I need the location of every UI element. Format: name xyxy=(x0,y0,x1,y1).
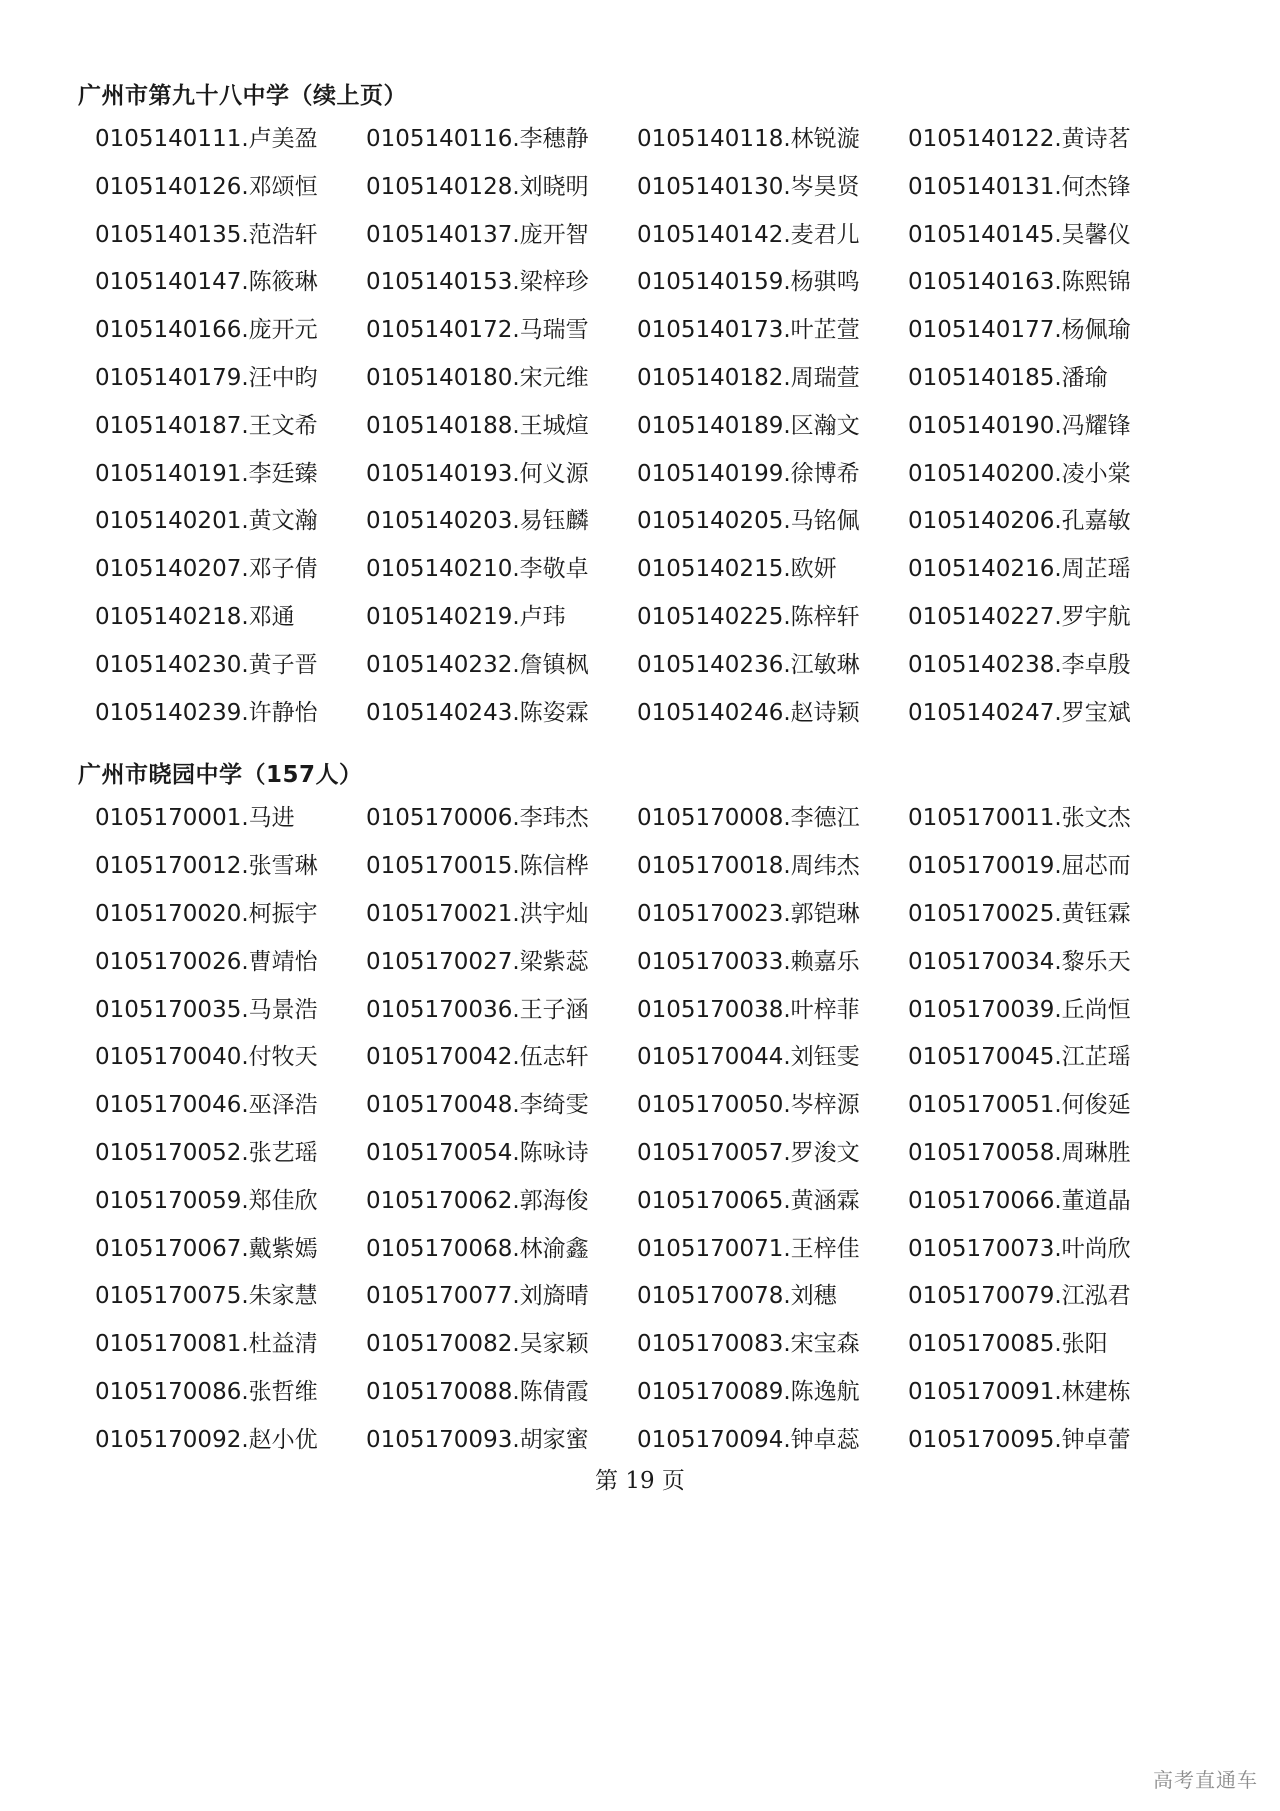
student-entry: 0105170073.叶尚欣 xyxy=(908,1235,1131,1262)
student-entry: 0105140111.卢美盈 xyxy=(95,126,318,152)
student-entry: 0105170067.戴紫嫣 xyxy=(95,1235,318,1262)
student-entry: 0105140142.麦君儿 xyxy=(637,221,860,248)
student-entry: 0105140193.何义源 xyxy=(366,460,589,487)
student-entry: 0105170015.陈信桦 xyxy=(366,853,589,880)
student-entry: 0105170093.胡家蜜 xyxy=(366,1426,589,1453)
student-entry: 0105140187.王文希 xyxy=(95,412,318,439)
student-entry: 0105170046.巫泽浩 xyxy=(95,1092,318,1119)
student-entry: 0105170038.叶梓菲 xyxy=(637,996,860,1023)
student-entry: 0105170027.梁紫蕊 xyxy=(366,948,589,975)
student-entry: 0105140153.梁梓珍 xyxy=(366,269,589,296)
student-entry: 0105140215.欧妍 xyxy=(637,556,837,583)
student-entry: 0105140206.孔嘉敏 xyxy=(908,508,1131,535)
student-entry: 0105170085.张阳 xyxy=(908,1331,1108,1358)
student-entry: 0105140210.李敬卓 xyxy=(366,556,589,583)
student-entry: 0105140236.江敏琳 xyxy=(637,651,860,678)
watermark: 高考直通车 xyxy=(1153,1768,1258,1792)
student-entry: 0105170086.张哲维 xyxy=(95,1378,318,1405)
student-entry: 0105140116.李穗静 xyxy=(366,126,589,152)
student-entry: 0105140238.李卓殷 xyxy=(908,651,1131,678)
student-entry: 0105140199.徐博希 xyxy=(637,460,860,487)
student-entry: 0105140191.李廷臻 xyxy=(95,460,318,487)
student-entry: 0105170095.钟卓蕾 xyxy=(908,1426,1131,1453)
student-entry: 0105170012.张雪琳 xyxy=(95,853,318,880)
student-entry: 0105140173.叶芷萱 xyxy=(637,317,860,344)
section-title: 广州市第九十八中学（续上页） xyxy=(78,83,407,109)
student-entry: 0105140182.周瑞萱 xyxy=(637,364,860,391)
student-entry: 0105170019.屈芯而 xyxy=(908,853,1131,880)
student-entry: 0105140135.范浩轩 xyxy=(95,221,318,248)
student-entry: 0105170077.刘旖晴 xyxy=(366,1283,589,1310)
student-entry: 0105140185.潘瑜 xyxy=(908,364,1108,391)
student-entry: 0105170006.李玮杰 xyxy=(366,805,589,832)
student-entry: 0105170051.何俊延 xyxy=(908,1092,1131,1119)
student-entry: 0105170020.柯振宇 xyxy=(95,900,318,927)
student-entry: 0105170079.江泓君 xyxy=(908,1283,1131,1310)
student-entry: 0105170058.周琳胜 xyxy=(908,1139,1131,1166)
student-entry: 0105140218.邓通 xyxy=(95,603,295,630)
student-entry: 0105170094.钟卓蕊 xyxy=(637,1426,860,1453)
student-entry: 0105170023.郭铠琳 xyxy=(637,900,860,927)
student-entry: 0105140126.邓颂恒 xyxy=(95,173,318,200)
student-entry: 0105170040.付牧天 xyxy=(95,1044,318,1071)
student-entry: 0105170081.杜益清 xyxy=(95,1331,318,1358)
student-entry: 0105140207.邓子倩 xyxy=(95,556,318,583)
student-entry: 0105140118.林锐漩 xyxy=(637,126,860,152)
student-entry: 0105140227.罗宇航 xyxy=(908,603,1131,630)
student-entry: 0105170011.张文杰 xyxy=(908,805,1131,832)
student-entry: 0105170062.郭海俊 xyxy=(366,1187,589,1214)
student-entry: 0105140189.区瀚文 xyxy=(637,412,860,439)
document-page xyxy=(78,76,1138,1465)
student-entry: 0105140230.黄子晋 xyxy=(95,651,318,678)
student-entry: 0105170075.朱家慧 xyxy=(95,1283,318,1310)
student-entry: 0105140219.卢玮 xyxy=(366,603,566,630)
student-entry: 0105170048.李绮雯 xyxy=(366,1092,589,1119)
student-entry: 0105140147.陈筱琳 xyxy=(95,269,318,296)
student-entry: 0105140225.陈梓轩 xyxy=(637,603,860,630)
student-entry: 0105140163.陈熙锦 xyxy=(908,269,1131,296)
student-entry: 0105140137.庞开智 xyxy=(366,221,589,248)
student-entry: 0105140203.易钰麟 xyxy=(366,508,589,535)
student-entry: 0105170042.伍志轩 xyxy=(366,1044,589,1071)
student-entry: 0105140247.罗宝斌 xyxy=(908,699,1131,726)
student-entry: 0105170089.陈逸航 xyxy=(637,1378,860,1405)
student-entry: 0105140145.吴馨仪 xyxy=(908,221,1131,248)
student-entry: 0105170092.赵小优 xyxy=(95,1426,318,1453)
student-entry: 0105170008.李德江 xyxy=(637,805,860,832)
student-entry: 0105140130.岑昊贤 xyxy=(637,173,860,200)
section-title: 广州市晓园中学（157人） xyxy=(78,762,363,789)
student-entry: 0105170088.陈倩霞 xyxy=(366,1378,589,1405)
student-entry: 0105140243.陈姿霖 xyxy=(366,699,589,726)
student-entry: 0105140246.赵诗颖 xyxy=(637,699,860,726)
student-entry: 0105140131.何杰锋 xyxy=(908,173,1131,200)
student-entry: 0105170018.周纬杰 xyxy=(637,853,860,880)
student-entry: 0105140179.汪中昀 xyxy=(95,364,318,391)
student-entry: 0105140122.黄诗茗 xyxy=(908,126,1131,152)
student-entry: 0105140180.宋元维 xyxy=(366,364,589,391)
student-entry: 0105170026.曹靖怡 xyxy=(95,948,318,975)
student-entry: 0105140239.许静怡 xyxy=(95,699,318,726)
student-entry: 0105140166.庞开元 xyxy=(95,317,318,344)
student-entry: 0105170035.马景浩 xyxy=(95,996,318,1023)
student-entry: 0105140205.马铭佩 xyxy=(637,508,860,535)
student-entry: 0105140172.马瑞雪 xyxy=(366,317,589,344)
student-entry: 0105170045.江芷瑶 xyxy=(908,1044,1131,1071)
student-entry: 0105170083.宋宝森 xyxy=(637,1331,860,1358)
student-entry: 0105140200.凌小棠 xyxy=(908,460,1131,487)
student-entry: 0105140188.王城煊 xyxy=(366,412,589,439)
student-entry: 0105170034.黎乐天 xyxy=(908,948,1131,975)
student-entry: 0105170050.岑梓源 xyxy=(637,1092,860,1119)
student-entry: 0105170065.黄涵霖 xyxy=(637,1187,860,1214)
page-number: 第 19 页 xyxy=(595,1468,685,1494)
student-entry: 0105170091.林建栋 xyxy=(908,1378,1131,1405)
student-entry: 0105170078.刘穗 xyxy=(637,1283,837,1310)
student-entry: 0105170068.林渝鑫 xyxy=(366,1235,589,1262)
student-entry: 0105170025.黄钰霖 xyxy=(908,900,1131,927)
student-entry: 0105170036.王子涵 xyxy=(366,996,589,1023)
student-entry: 0105140190.冯耀锋 xyxy=(908,412,1131,439)
student-entry: 0105170082.吴家颖 xyxy=(366,1331,589,1358)
student-entry: 0105170044.刘钰雯 xyxy=(637,1044,860,1071)
student-entry: 0105170071.王梓佳 xyxy=(637,1235,860,1262)
student-entry: 0105170039.丘尚恒 xyxy=(908,996,1131,1023)
student-entry: 0105170066.董道晶 xyxy=(908,1187,1131,1214)
student-entry: 0105170001.马进 xyxy=(95,805,295,832)
student-list-grid xyxy=(95,795,1138,1464)
student-entry: 0105170059.郑佳欣 xyxy=(95,1187,318,1214)
student-list-grid xyxy=(95,116,1138,737)
student-entry: 0105170054.陈咏诗 xyxy=(366,1139,589,1166)
student-entry: 0105140216.周芷瑶 xyxy=(908,556,1131,583)
student-entry: 0105140128.刘晓明 xyxy=(366,173,589,200)
student-entry: 0105140159.杨骐鸣 xyxy=(637,269,860,296)
student-entry: 0105170057.罗浚文 xyxy=(637,1139,860,1166)
student-entry: 0105140201.黄文瀚 xyxy=(95,508,318,535)
student-entry: 0105170052.张艺瑶 xyxy=(95,1139,318,1166)
student-entry: 0105170021.洪宇灿 xyxy=(366,900,589,927)
student-entry: 0105140232.詹镇枫 xyxy=(366,651,589,678)
student-entry: 0105140177.杨佩瑜 xyxy=(908,317,1131,344)
student-entry: 0105170033.赖嘉乐 xyxy=(637,948,860,975)
